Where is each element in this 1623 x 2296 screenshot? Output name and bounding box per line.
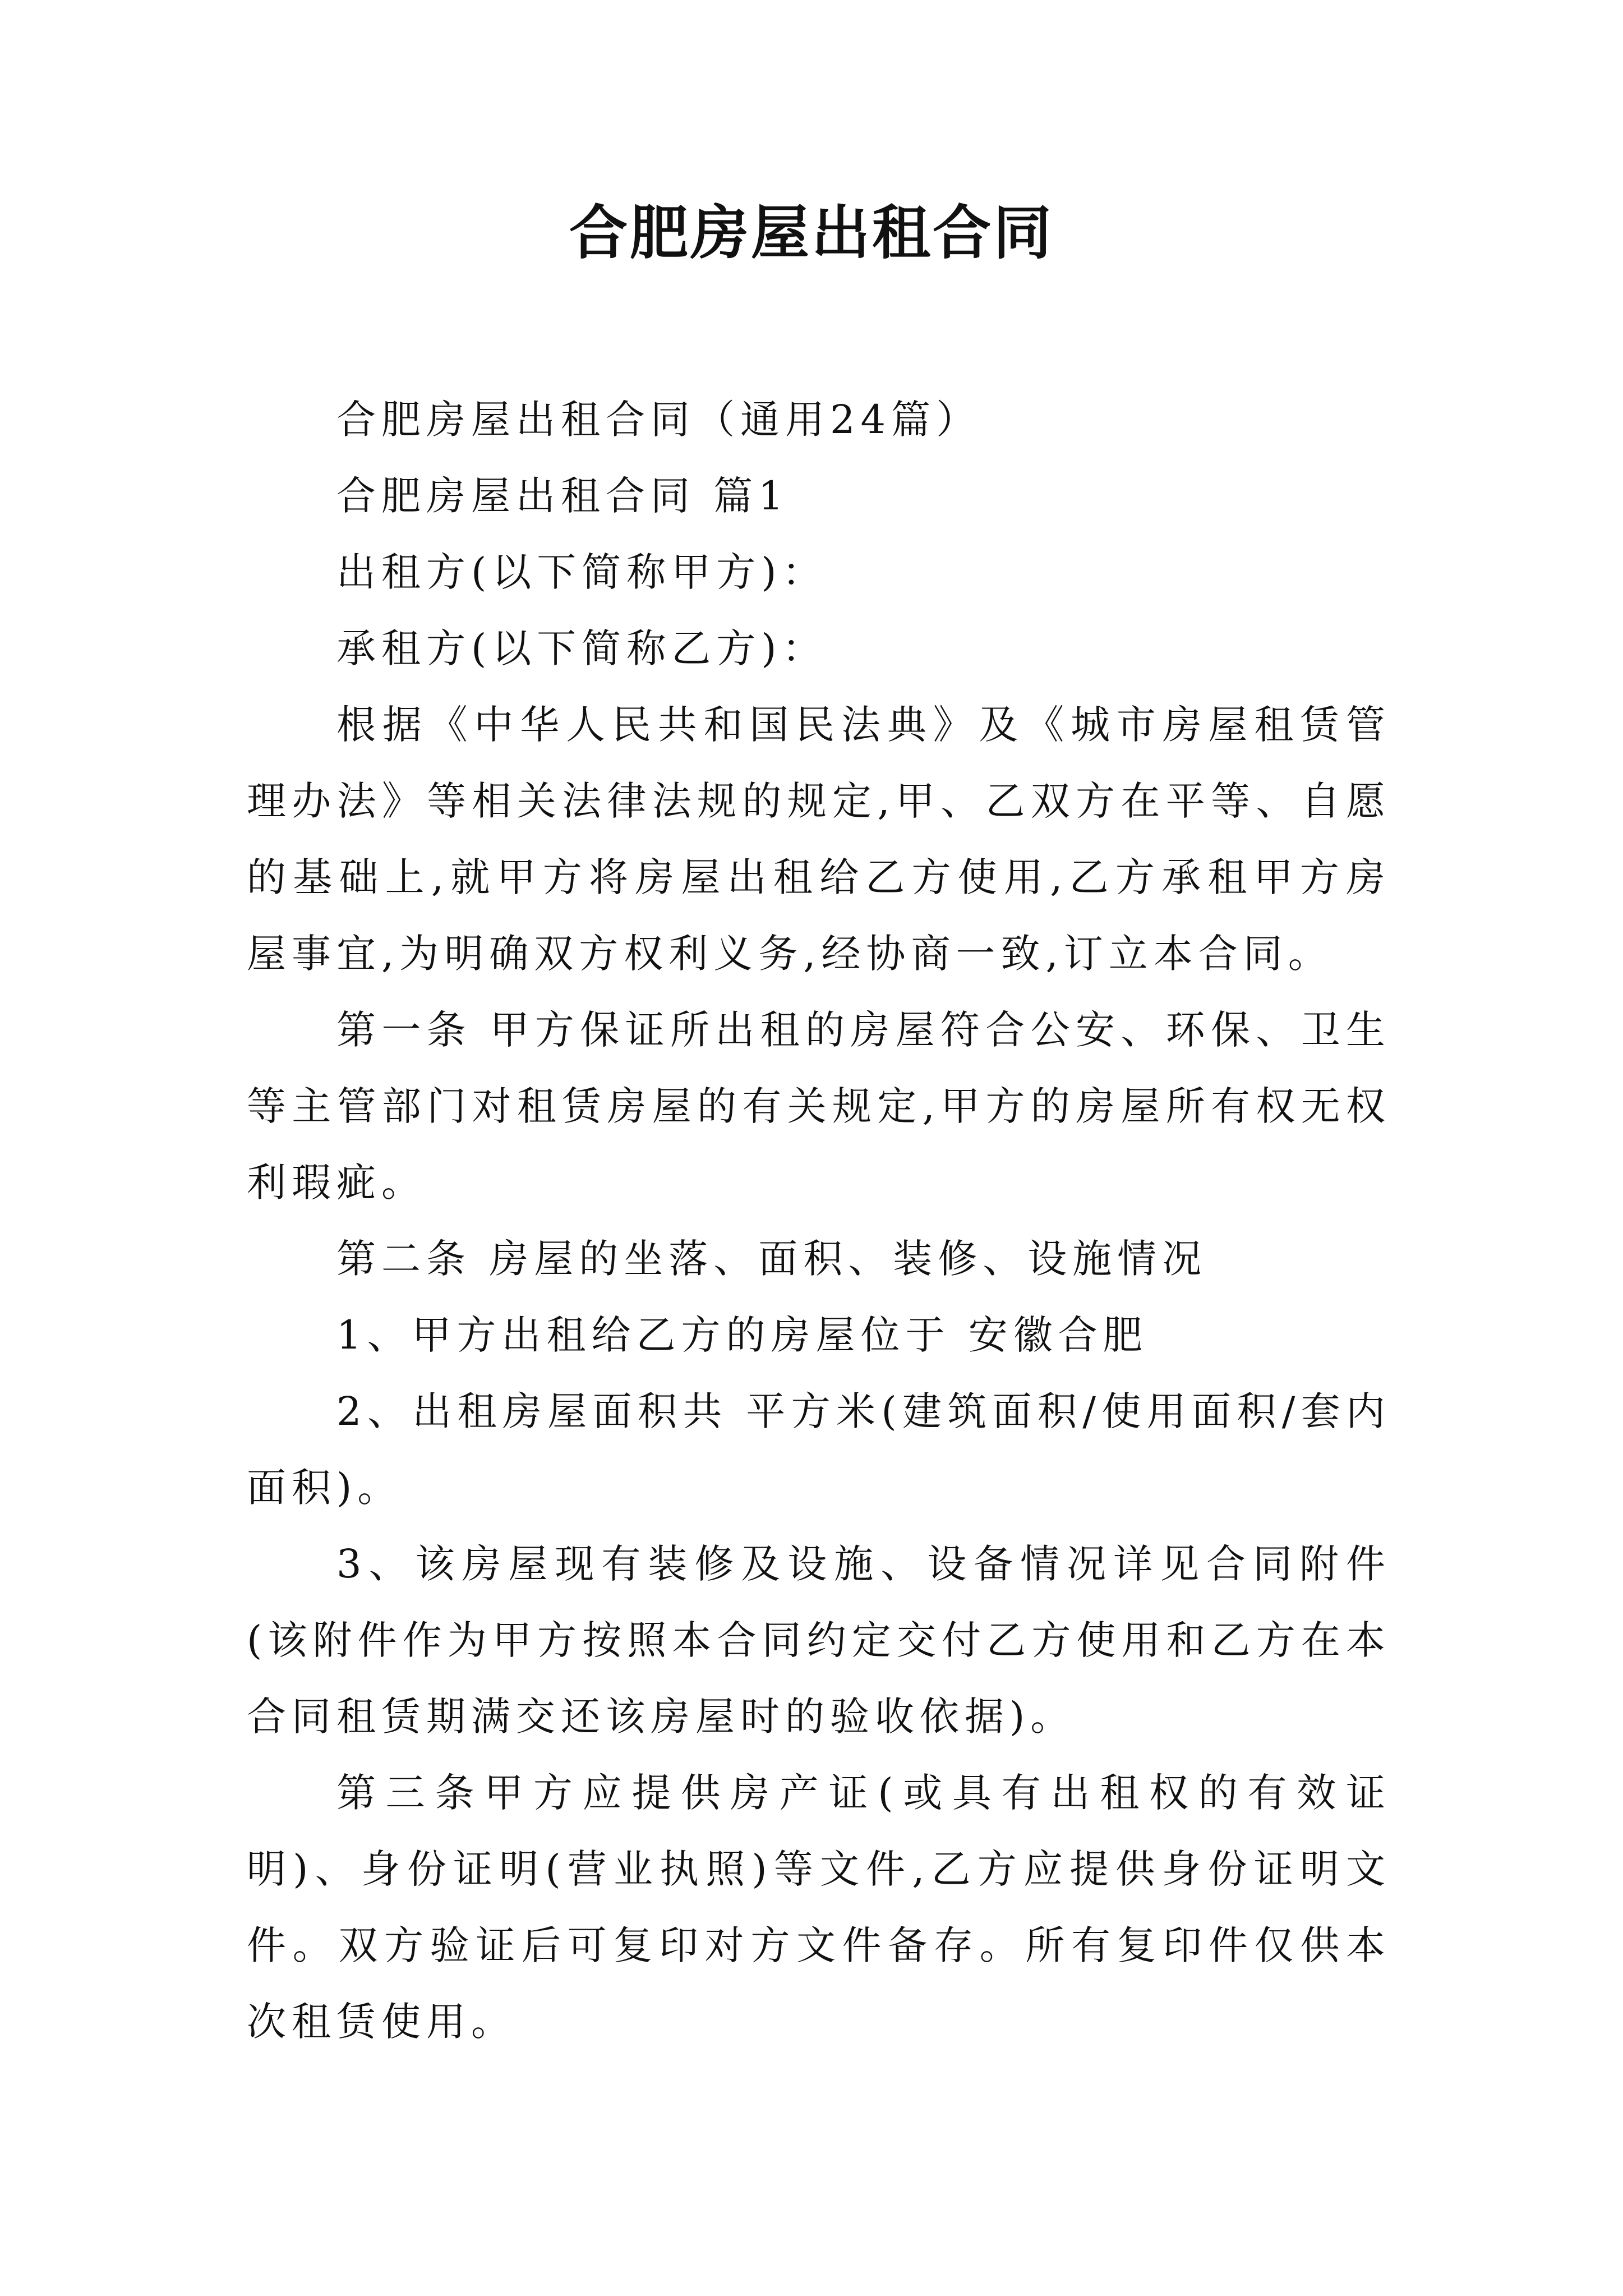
paragraph-article-3: 第三条甲方应提供房产证(或具有出租权的有效证明)、身份证明(营业执照)等文件,乙方应提供身份证明文件。双方验证后可复印对方文件备存。所有复印件仅供本次租赁使用。 xyxy=(247,1770,1391,2045)
paragraph-lessee: 承租方(以下简称乙方)： xyxy=(336,625,827,671)
paragraph-section-heading: 合肥房屋出租合同 篇1 xyxy=(336,473,789,519)
paragraph-item-2: 2、出租房屋面积共 平方米(建筑面积/使用面积/套内面积)。 xyxy=(247,1388,1391,1511)
paragraph-item-1: 1、甲方出租给乙方的房屋位于 安徽合肥 xyxy=(336,1312,1148,1358)
document-title: 合肥房屋出租合同 xyxy=(569,198,1054,267)
paragraph-lessor: 出租方(以下简称甲方)： xyxy=(336,549,827,595)
paragraph-subtitle: 合肥房屋出租合同（通用24篇） xyxy=(336,397,981,443)
paragraph-preamble: 根据《中华人民共和国民法典》及《城市房屋租赁管理办法》等相关法律法规的规定,甲、乙双方在平等、自愿的基础上,就甲方将房屋出租给乙方使用,乙方承租甲方房屋事宜,为明确双方权利义务,经协商一致,订立本合同。 xyxy=(247,702,1391,977)
paragraph-item-3: 3、该房屋现有装修及设施、设备情况详见合同附件(该附件作为甲方按照本合同约定交付乙方使用和乙方在本合同租赁期满交还该房屋时的验收依据)。 xyxy=(247,1541,1391,1740)
paragraph-article-1: 第一条 甲方保证所出租的房屋符合公安、环保、卫生等主管部门对租赁房屋的有关规定,甲方的房屋所有权无权利瑕疵。 xyxy=(247,1007,1391,1205)
document-body xyxy=(247,381,1391,2060)
paragraph-article-2: 第二条 房屋的坐落、面积、装修、设施情况 xyxy=(336,1236,1207,1282)
